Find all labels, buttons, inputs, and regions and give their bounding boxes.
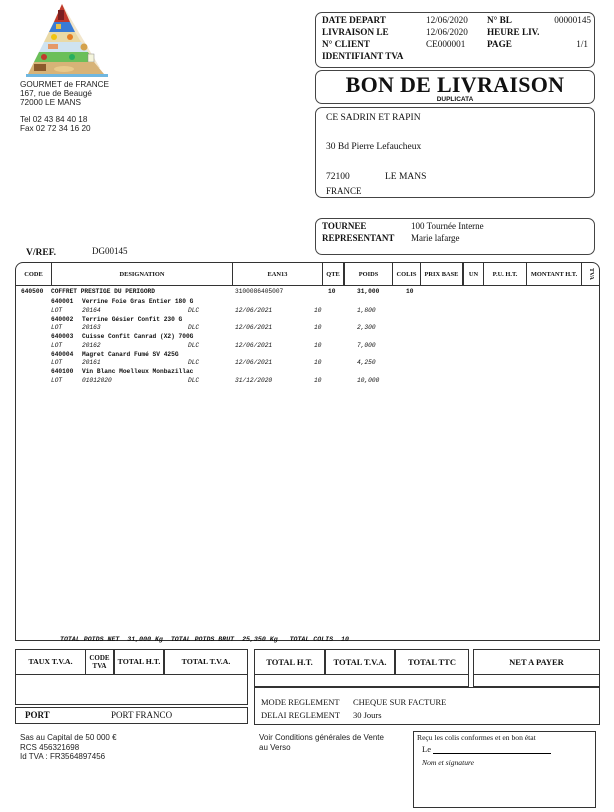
delivery-lines-table [15,262,600,641]
total-colis-label: TOTAL COLIS [289,636,334,643]
sum-table [254,649,469,687]
recipient-zip: 72100 [326,172,350,182]
total-brut-value: 25,350 Kg [242,636,278,643]
component-lot: 20162 [82,341,101,349]
net-a-payer-box [473,649,600,687]
sum-header-total-ht: TOTAL H.T. [255,650,326,674]
payment-delai-value: 30 Jours [353,710,382,720]
component-lot: 20161 [82,359,101,366]
tva-header-divider [16,674,247,675]
col-header-colis: COLIS [393,263,421,285]
component-designation: Cuisse Confit Canrad (X2) 700G [82,333,194,340]
main-item-colis: 10 [406,288,414,295]
receipt-le-label: Le [422,744,431,754]
representant-value: Marie lafarge [411,233,460,243]
tva-header-total-tva: TOTAL T.V.A. [181,657,231,666]
component-poids: 7,000 [357,341,376,349]
recipient-name: CE SADRIN ET RAPIN [326,113,421,123]
company-city: 72000 LE MANS [20,98,81,108]
component-dlc-label: DLC [188,376,200,384]
component-lot-label: LOT [51,359,63,366]
component-qte: 10 [314,376,322,384]
recipient-address-box [315,107,595,198]
component-lot: 20163 [82,324,101,331]
component-designation: Verrine Foie Gras Entier 180 G [82,298,194,305]
heure-label: HEURE LIV. [487,27,540,37]
component-lot: 01012020 [82,376,112,384]
total-net-value: 31,000 Kg [127,636,163,643]
component-dlc-label: DLC [188,306,200,314]
tournee-label: TOURNEE [322,221,367,231]
main-item-designation: COFFRET PRESTIGE DU PERIGORD [51,288,155,295]
col-header-ean13: EAN13 [233,263,323,285]
component-dlc: 12/06/2021 [235,306,273,314]
receipt-text: Reçu les colis conformes et en bon état [417,733,536,742]
recipient-city: LE MANS [385,172,427,182]
component-dlc-label: DLC [188,341,200,349]
page-label: PAGE [487,39,512,49]
legal-tva: Id TVA : FR3564897456 [20,752,106,761]
tva-table [15,649,248,705]
component-lot-label: LOT [51,324,63,331]
recipient-street: 30 Bd Pierre Lefaucheux [326,142,422,152]
payment-box [254,687,600,725]
sum-header-total-ttc: TOTAL TTC [408,657,456,667]
date-depart-label: DATE DEPART [322,15,386,25]
vref-label: V/REF. [26,248,57,258]
col-header-un: UN [464,263,484,285]
main-item-code: 640500 [21,288,44,295]
conditions-line1: Voir Conditions générales de Vente [259,733,384,742]
signature-label: Nom et signature [422,758,475,767]
component-qte: 10 [314,306,322,314]
legal-capital: Sas au Capital de 50 000 € [20,733,117,742]
total-brut-label: TOTAL POIDS BRUT [170,636,235,643]
payment-delai-label: DELAI REGLEMENT [261,710,341,720]
page-value: 1/1 [576,39,588,49]
receipt-signature-box[interactable] [413,731,596,808]
col-header-designation: DESIGNATION [52,263,233,285]
total-net-label: TOTAL POIDS NET [60,636,120,643]
component-qte: 10 [314,341,322,349]
component-dlc-label: DLC [188,324,200,331]
sum-header-divider [255,674,468,675]
company-tel: Tel 02 43 84 40 18 [20,114,88,124]
tva-header-total-ht: TOTAL H.T. [115,650,165,674]
net-divider [474,674,599,675]
main-item-poids: 31,000 [357,288,380,295]
document-header-box [315,12,595,68]
document-title: BON DE LIVRAISON [345,72,565,97]
component-lot-label: LOT [51,376,63,384]
component-poids: 1,800 [357,306,376,314]
company-name: GOURMET de FRANCE [20,80,110,89]
port-row [15,707,248,724]
component-dlc: 31/12/2020 [235,376,273,384]
tva-header-code: CODE TVA [86,650,115,674]
component-lot-label: LOT [51,306,63,314]
component-code: 640002 [51,315,74,323]
livraison-value: 12/06/2020 [426,27,468,37]
tva-header-taux: TAUX T.V.A. [16,650,86,674]
company-street: 167, rue de Beaugé [20,89,92,99]
net-a-payer-label: NET A PAYER [509,657,564,667]
payment-mode-label: MODE REGLEMENT [261,697,340,707]
component-dlc: 12/06/2021 [235,359,273,366]
component-dlc: 12/06/2021 [235,341,273,349]
tva-id-label: IDENTIFIANT TVA [322,51,404,61]
conditions-note [259,733,384,752]
main-item-qte: 10 [328,288,336,295]
client-value: CE000001 [426,39,466,49]
component-qte: 10 [314,324,322,331]
col-header-pu-ht: P.U. H.T. [484,263,527,285]
bl-label: N° BL [487,15,512,25]
component-code: 640004 [51,350,74,358]
header-divider [16,285,599,286]
component-designation: Vin Blanc Moelleux Monbazillac [82,368,194,375]
document-title-box [315,70,595,104]
component-designation: Terrine Gésier Confit 230 G [82,315,183,323]
livraison-label: LIVRAISON LE [322,27,389,37]
payment-mode-value: CHEQUE SUR FACTURE [353,697,447,707]
tournee-value: 100 Tournée Interne [411,221,484,231]
recipient-country: FRANCE [326,186,362,196]
document-subtitle: DUPLICATA [436,96,474,103]
col-header-code: CODE [16,263,52,285]
component-code: 640001 [51,298,74,305]
date-line[interactable] [433,744,551,754]
component-lot: 20164 [82,306,101,314]
bl-value: 00000145 [554,15,591,25]
component-designation: Magret Canard Fumé SV 425G [82,350,179,358]
representant-label: REPRESENTANT [322,233,395,243]
client-label: N° CLIENT [322,39,370,49]
component-code: 640100 [51,368,74,375]
main-item-ean: 3100086405007 [235,288,284,295]
weight-totals [60,636,349,643]
component-lot-label: LOT [51,341,63,349]
port-label: PORT [25,710,50,720]
component-poids: 2,300 [357,324,376,331]
sum-header-total-tva: TOTAL T.V.A. [326,650,396,674]
col-header-qte: QTE [323,263,345,285]
component-dlc-label: DLC [188,359,200,366]
legal-info [20,733,117,762]
legal-rcs: RCS 456321698 [20,742,80,752]
component-dlc: 12/06/2021 [235,324,273,331]
food-pyramid-logo [14,2,118,80]
component-qte: 10 [314,359,322,366]
component-poids: 10,000 [357,376,380,384]
component-code: 640003 [51,333,74,340]
col-header-prix-base: PRIX BASE [421,263,464,285]
company-info [20,80,109,133]
company-fax: Fax 02 72 34 16 20 [20,123,91,133]
tour-box [315,218,595,255]
component-poids: 4,250 [357,359,376,366]
vref-value: DG00145 [92,246,128,256]
date-depart-value: 12/06/2020 [426,15,468,25]
col-header-montant-ht: MONTANT H.T. [527,263,582,285]
port-value: PORT FRANCO [111,710,173,720]
conditions-line2: au Verso [259,742,291,752]
total-colis-value: 10 [341,636,349,643]
col-header-tva: TVA [588,268,594,280]
col-header-poids: POIDS [345,263,393,285]
